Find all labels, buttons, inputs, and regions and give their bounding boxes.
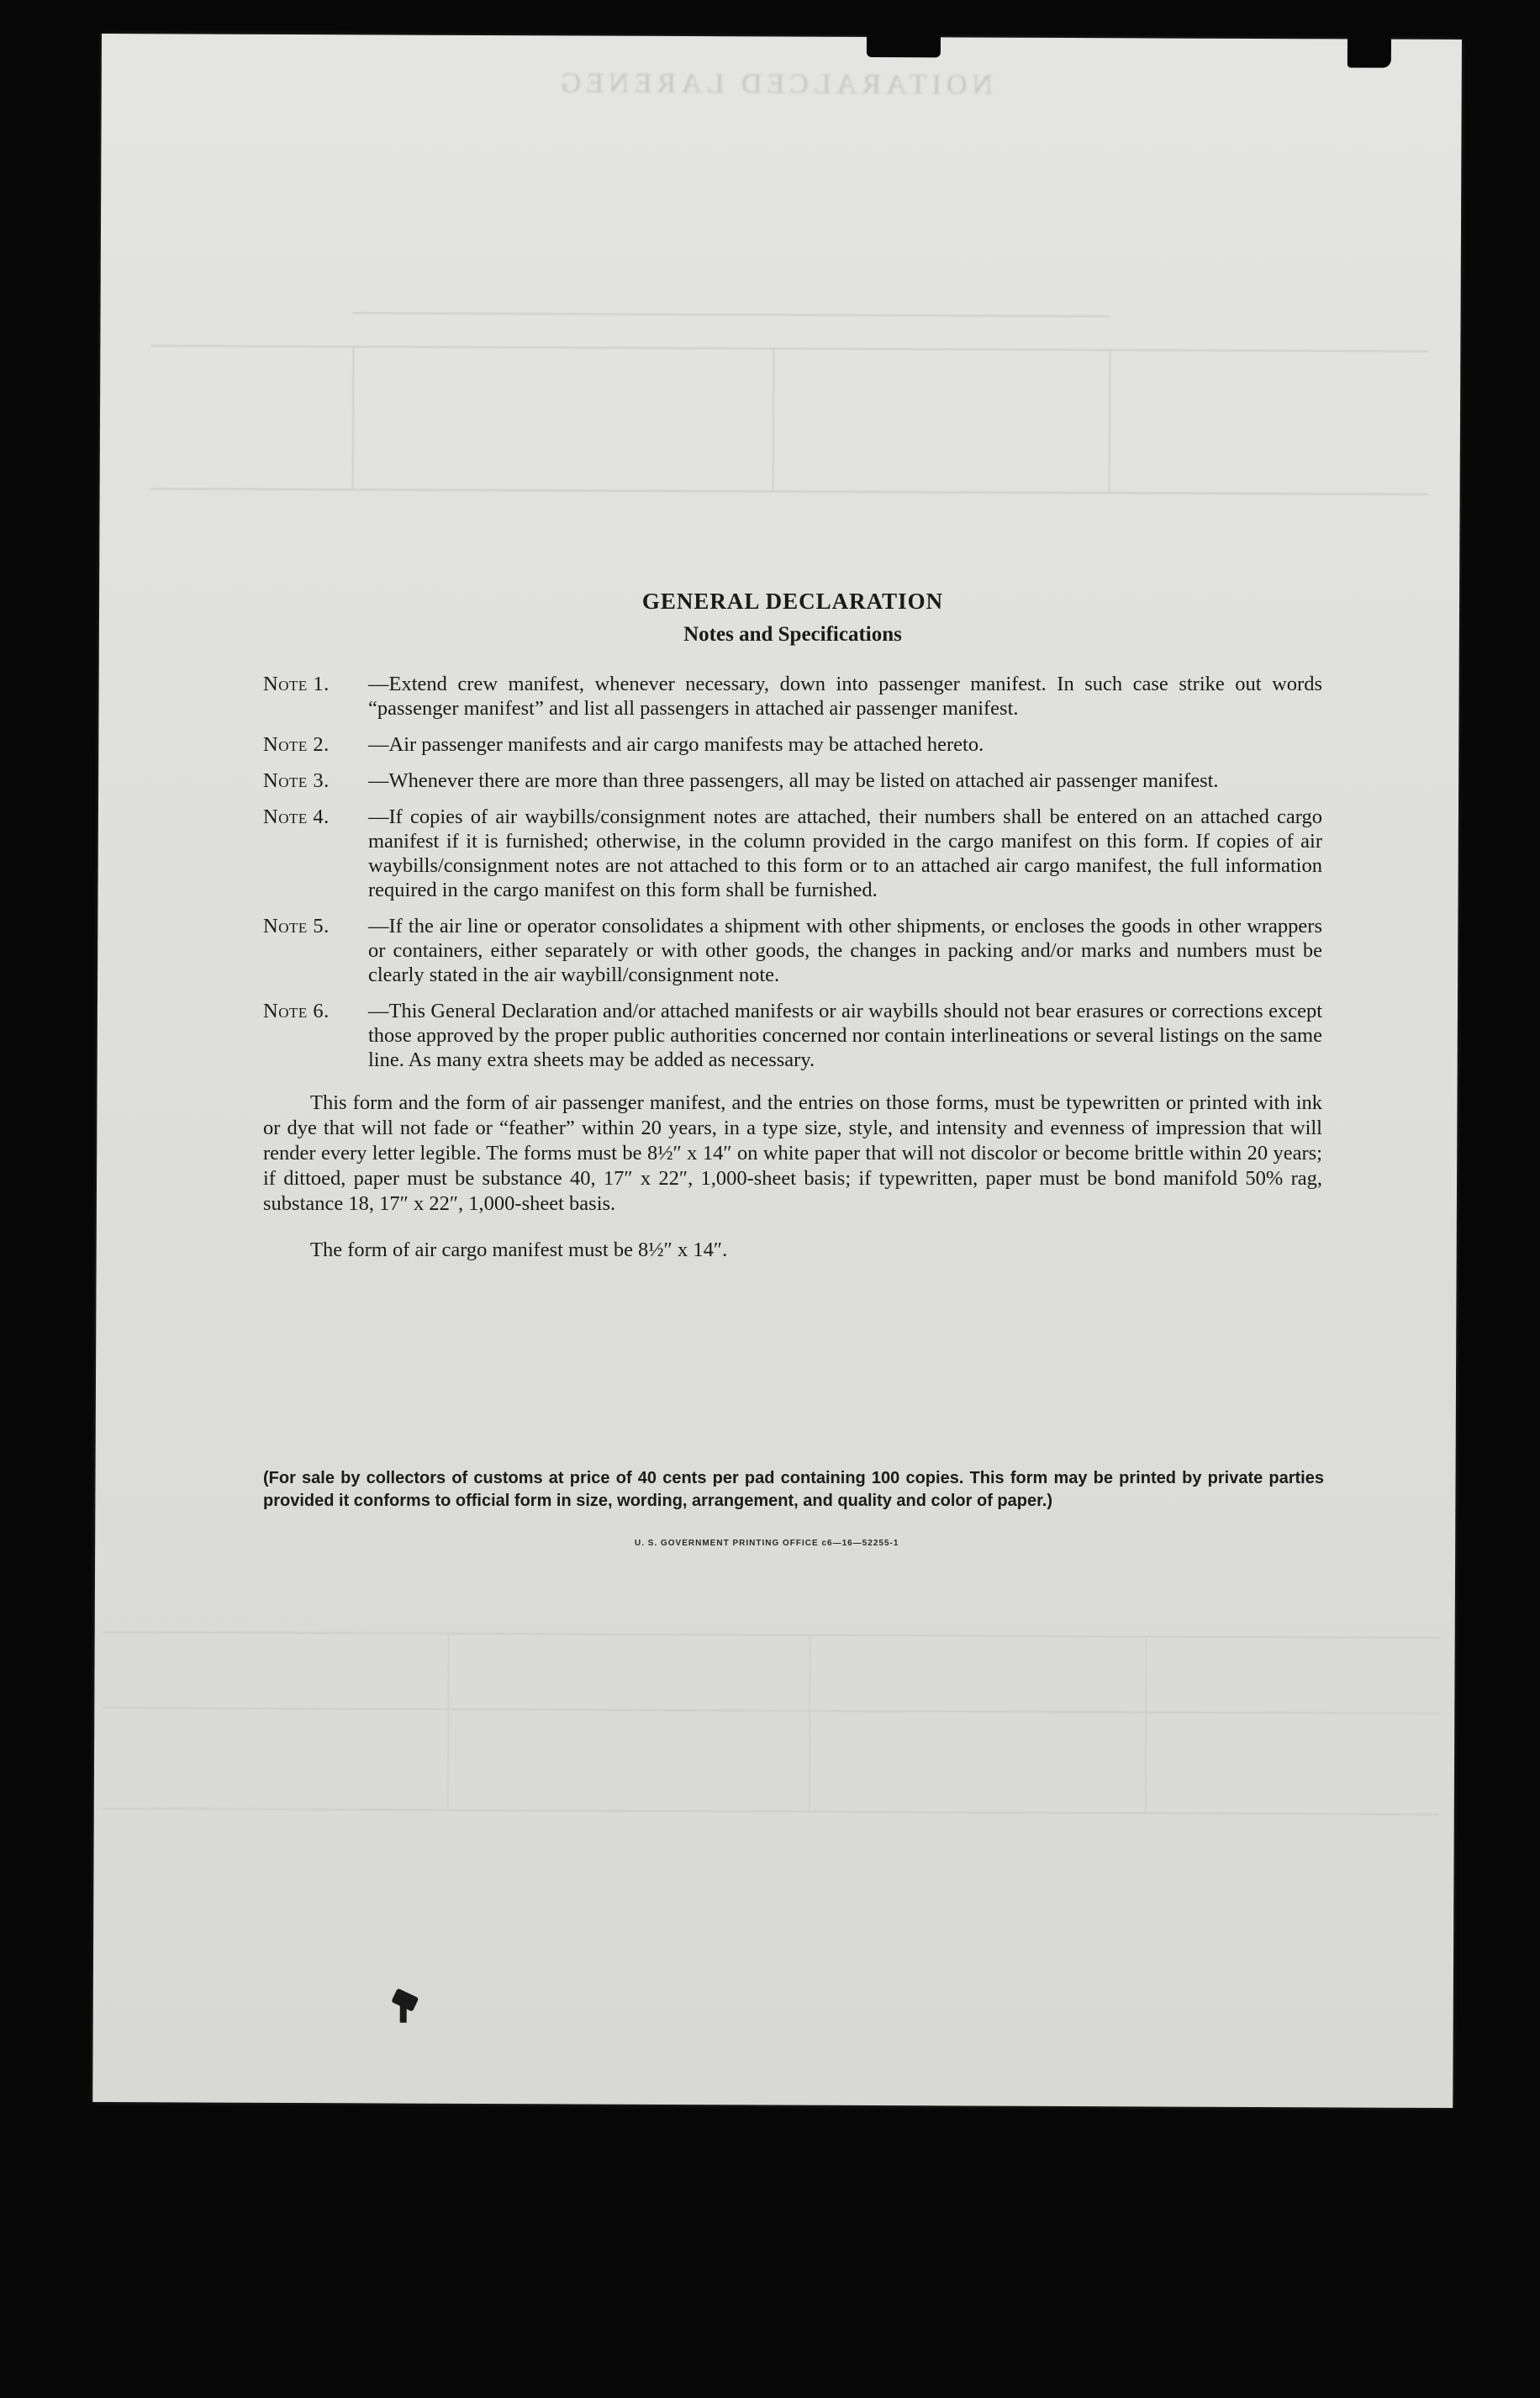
note-label: Note 5. — [263, 915, 330, 938]
sale-notice: (For sale by collectors of customs at price of 40 cents per pad containing 100 copies. This form may be printed by private parties provided it conforms to official form in size, wording, arrangement, and quality and color of paper.) — [263, 1469, 1324, 1510]
printer-line: U. S. GOVERNMENT PRINTING OFFICE c6—16—52255-1 — [635, 1539, 899, 1548]
bleed-rule — [1109, 349, 1111, 492]
note-text: —Whenever there are more than three passengers, all may be listed on attached air passenger manifest. — [368, 769, 1219, 792]
note-5 — [263, 914, 1322, 987]
bleed-rule — [353, 312, 1110, 317]
note-text: —If copies of air waybills/consignment notes are attached, their numbers shall be entered on an attached cargo manifest if it is furnished; otherwise, in the column provided in the cargo manifest on this form. If copies of air waybills/consignment notes are not attached to this form or to an attached air cargo manifest, the full information required in the cargo manifest on this form shall be furnished. — [368, 805, 1322, 901]
bleed-rule — [352, 346, 355, 489]
note-1 — [263, 672, 1322, 721]
bleed-rule — [150, 488, 1428, 495]
note-label: Note 3. — [263, 769, 330, 792]
note-3 — [263, 769, 1322, 793]
note-label: Note 6. — [263, 1000, 330, 1022]
note-label: Note 2. — [263, 733, 330, 756]
punch-notch — [867, 32, 941, 57]
ink-mark — [400, 2003, 407, 2023]
note-4 — [263, 805, 1322, 902]
page-title: GENERAL DECLARATION — [641, 589, 944, 614]
page-subtitle: Notes and Specifications — [683, 623, 902, 646]
note-text: —Extend crew manifest, whenever necessary, down into passenger manifest. In such case strike out words “passenger manifest” and list all passengers in attached air passenger manifest. — [368, 673, 1322, 720]
note-text: —Air passenger manifests and air cargo manifests may be attached hereto. — [368, 733, 984, 756]
bleed-rule — [809, 1635, 811, 1811]
form-specification-paragraph: This form and the form of air passenger manifest, and the entries on those forms, must be typewritten or printed with ink or dye that will not fade or “feather” within 20 years, in a type size, style, and intensity and evenness of impression that will render every letter legible. The forms must be 8½″ x 14″ on white paper that will not discolor or become brittle within 20 years; if dittoed, paper must be substance 40, 17″ x 22″, 1,000-sheet basis; if typewritten, paper must be bond manifold 50% rag, substance 18, 17″ x 22″, 1,000-sheet basis. — [263, 1091, 1322, 1215]
note-2 — [263, 732, 1322, 757]
bleed-rule — [447, 1633, 450, 1809]
note-label: Note 1. — [263, 673, 330, 695]
notes-content — [263, 589, 1322, 1263]
bleed-rule — [1145, 1635, 1147, 1812]
bleed-rule — [103, 1808, 1439, 1815]
note-6 — [263, 999, 1322, 1072]
punch-notch — [1348, 34, 1391, 67]
bleed-rule — [103, 1631, 1440, 1639]
bleed-rule — [773, 347, 775, 490]
bleed-through-header: NOITARALCED LARENEG — [555, 67, 994, 101]
note-label: Note 4. — [263, 805, 330, 828]
bleed-rule — [150, 345, 1428, 352]
note-text: —If the air line or operator consolidates a shipment with other shipments, or encloses the goods in other wrappers or containers, either separately or with other goods, the changes in packing and/or marks and numbers must be clearly stated in the air waybill/consignment note. — [368, 915, 1322, 986]
note-text: —This General Declaration and/or attached manifests or air waybills should not bear erasures or corrections except those approved by the proper public authorities concerned nor contain interlineations or several listings on the same line. As many extra sheets may be added as necessary. — [368, 1000, 1322, 1071]
bleed-rule — [103, 1707, 1439, 1714]
cargo-manifest-paragraph: The form of air cargo manifest must be 8½″ x 14″. — [310, 1238, 728, 1261]
